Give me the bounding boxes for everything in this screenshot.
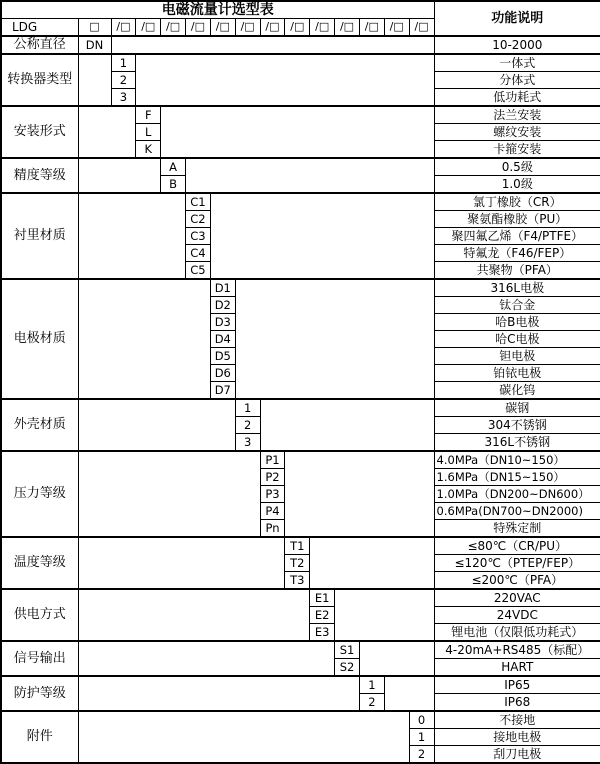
empty-cell: [78, 158, 161, 193]
empty-cell: [335, 589, 434, 641]
option-description: 碳化钨: [434, 382, 600, 400]
option-description: 220VAC: [434, 589, 600, 607]
code-box: /□: [335, 19, 360, 37]
empty-cell: [310, 537, 434, 589]
code-box: /□: [384, 19, 409, 37]
option-code: D2: [210, 297, 235, 314]
option-description: 0.5级: [434, 158, 600, 176]
option-code: C1: [186, 193, 211, 211]
code-box: /□: [260, 19, 285, 37]
option-description: 聚四氟乙烯（F4/PTFE）: [434, 228, 600, 245]
option-code: 2: [235, 417, 260, 434]
option-code: T3: [285, 572, 310, 590]
option-description: 聚氨酯橡胶（PU）: [434, 211, 600, 228]
option-code: T2: [285, 555, 310, 572]
option-code: 3: [111, 89, 136, 107]
option-code: D4: [210, 331, 235, 348]
option-description: 316L不锈钢: [434, 434, 600, 452]
option-code: C4: [186, 245, 211, 262]
function-column-header: 功能说明: [434, 1, 600, 36]
empty-cell: [235, 279, 434, 399]
empty-cell: [78, 641, 335, 676]
empty-cell: [78, 589, 310, 641]
section-label: 压力等级: [1, 451, 78, 537]
empty-cell: [210, 193, 434, 279]
table-title: 电磁流量计选型表: [1, 1, 434, 19]
option-description: IP68: [434, 694, 600, 712]
empty-cell: [78, 279, 210, 399]
empty-cell: [78, 451, 260, 537]
option-description: 法兰安装: [434, 106, 600, 124]
option-code: 1: [409, 729, 434, 746]
section-label: 温度等级: [1, 537, 78, 589]
option-code: P4: [260, 503, 285, 520]
empty-cell: [161, 106, 434, 158]
code-box: /□: [111, 19, 136, 37]
option-code: 2: [111, 72, 136, 89]
code-box: /□: [210, 19, 235, 37]
option-description: 刮刀电极: [434, 746, 600, 764]
option-code: P2: [260, 469, 285, 486]
model-prefix-label: LDG: [1, 19, 78, 37]
code-box: /□: [285, 19, 310, 37]
section-label: 精度等级: [1, 158, 78, 193]
option-description: 0.6MPa(DN700~DN2000): [434, 503, 600, 520]
option-description: HART: [434, 659, 600, 677]
empty-cell: [111, 36, 434, 54]
option-description: 碳钢: [434, 399, 600, 417]
option-code: S1: [335, 641, 360, 659]
option-code: D7: [210, 382, 235, 400]
option-code: D1: [210, 279, 235, 297]
option-code: Pn: [260, 520, 285, 538]
option-code: D3: [210, 314, 235, 331]
option-description: 4-20mA+RS485（标配）: [434, 641, 600, 659]
option-description: 不接地: [434, 711, 600, 729]
empty-cell: [359, 641, 434, 676]
section-label: 衬里材质: [1, 193, 78, 279]
section-label: 安装形式: [1, 106, 78, 158]
option-description: 1.0级: [434, 176, 600, 194]
code-box: /□: [136, 19, 161, 37]
option-description: 一体式: [434, 54, 600, 72]
option-code: 1: [359, 676, 384, 694]
empty-cell: [285, 451, 434, 537]
option-code: C2: [186, 211, 211, 228]
section-label: 附件: [1, 711, 78, 763]
option-code: P1: [260, 451, 285, 469]
code-box: /□: [235, 19, 260, 37]
section-label: 供电方式: [1, 589, 78, 641]
option-code: F: [136, 106, 161, 124]
empty-cell: [78, 399, 235, 451]
option-code: DN: [78, 36, 111, 54]
option-description: 低功耗式: [434, 89, 600, 107]
option-description: 哈B电极: [434, 314, 600, 331]
option-description: IP65: [434, 676, 600, 694]
empty-cell: [186, 158, 435, 193]
option-code: 0: [409, 711, 434, 729]
option-description: ≤80℃（CR/PU）: [434, 537, 600, 555]
option-description: ≤120℃（PTEP/FEP）: [434, 555, 600, 572]
code-box: /□: [186, 19, 211, 37]
option-code: 1: [235, 399, 260, 417]
option-code: 2: [359, 694, 384, 712]
option-description: 螺纹安装: [434, 124, 600, 141]
section-label: 电极材质: [1, 279, 78, 399]
code-box: /□: [161, 19, 186, 37]
option-code: E1: [310, 589, 335, 607]
option-description: ≤200℃（PFA）: [434, 572, 600, 590]
code-box: /□: [310, 19, 335, 37]
option-description: 接地电极: [434, 729, 600, 746]
option-code: C5: [186, 262, 211, 280]
option-code: C3: [186, 228, 211, 245]
option-description: 1.6MPa（DN15~150）: [434, 469, 600, 486]
empty-cell: [384, 676, 434, 711]
option-description: 哈C电极: [434, 331, 600, 348]
option-code: E2: [310, 607, 335, 624]
option-code: D6: [210, 365, 235, 382]
option-code: D5: [210, 348, 235, 365]
section-label: 公称直径: [1, 36, 78, 54]
option-description: 24VDC: [434, 607, 600, 624]
option-description: 特氟龙（F46/FEP）: [434, 245, 600, 262]
option-description: 铂铱电极: [434, 365, 600, 382]
option-code: K: [136, 141, 161, 159]
empty-cell: [78, 106, 136, 158]
empty-cell: [136, 54, 434, 106]
option-code: S2: [335, 659, 360, 677]
empty-cell: [78, 193, 186, 279]
option-description: 304不锈钢: [434, 417, 600, 434]
option-code: 1: [111, 54, 136, 72]
section-label: 信号输出: [1, 641, 78, 676]
option-description: 特殊定制: [434, 520, 600, 538]
option-code: T1: [285, 537, 310, 555]
option-description: 10-2000: [434, 36, 600, 54]
code-box: /□: [409, 19, 434, 37]
option-code: B: [161, 176, 186, 194]
option-description: 1.0MPa（DN200~DN600）: [434, 486, 600, 503]
option-code: 3: [235, 434, 260, 452]
option-description: 共聚物（PFA）: [434, 262, 600, 280]
section-label: 外壳材质: [1, 399, 78, 451]
option-description: 锂电池（仅限低功耗式）: [434, 624, 600, 642]
code-box: □: [78, 19, 111, 37]
empty-cell: [78, 537, 285, 589]
option-code: 2: [409, 746, 434, 764]
empty-cell: [78, 676, 359, 711]
option-description: 氯丁橡胶（CR）: [434, 193, 600, 211]
option-code: E3: [310, 624, 335, 642]
option-description: 钛合金: [434, 297, 600, 314]
code-box: /□: [359, 19, 384, 37]
option-code: P3: [260, 486, 285, 503]
option-description: 316L电极: [434, 279, 600, 297]
option-description: 分体式: [434, 72, 600, 89]
empty-cell: [78, 54, 111, 106]
empty-cell: [78, 711, 409, 763]
option-description: 卡箍安装: [434, 141, 600, 159]
section-label: 转换器类型: [1, 54, 78, 106]
option-code: L: [136, 124, 161, 141]
option-description: 钽电极: [434, 348, 600, 365]
section-label: 防护等级: [1, 676, 78, 711]
option-code: A: [161, 158, 186, 176]
option-description: 4.0MPa（DN10~150）: [434, 451, 600, 469]
empty-cell: [260, 399, 434, 451]
